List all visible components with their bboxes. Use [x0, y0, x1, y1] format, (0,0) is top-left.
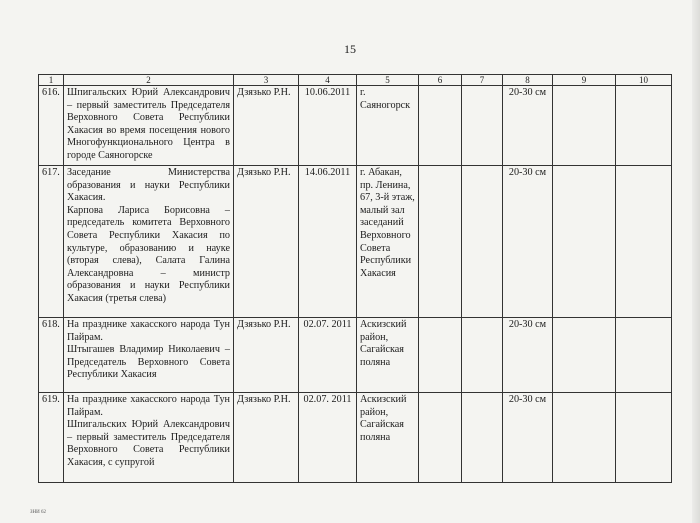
- entry-empty-cell: [616, 86, 672, 166]
- column-number-row: [39, 75, 672, 86]
- entry-date: 14.06.2011: [299, 166, 357, 318]
- entry-place: Аскизский район, Сагайская поляна: [357, 318, 419, 393]
- table-row: [39, 86, 672, 166]
- table-row: [39, 393, 672, 483]
- entry-empty-cell: [616, 166, 672, 318]
- table-row: [39, 166, 672, 318]
- entry-empty-cell: [462, 393, 503, 483]
- entry-author: Дзязько Р.Н.: [234, 166, 299, 318]
- entry-date: 02.07. 2011: [299, 318, 357, 393]
- entry-author: Дзязько Р.Н.: [234, 86, 299, 166]
- entry-description: Шпигальских Юрий Александрович – первый заместитель Председателя Верховного Совета Республики Хакасия во время посещения нового Многофункционального Центра в городе Саяногорске: [64, 86, 234, 166]
- entry-empty-cell: [462, 318, 503, 393]
- entry-size: 20-30 см: [503, 318, 553, 393]
- entry-number: 617.: [39, 166, 64, 318]
- footer-note: ЗНИ 62: [30, 510, 46, 515]
- entry-author: Дзязько Р.Н.: [234, 393, 299, 483]
- entry-empty-cell: [462, 166, 503, 318]
- entry-empty-cell: [553, 86, 616, 166]
- register-table: [38, 74, 672, 483]
- column-header: 4: [299, 75, 357, 86]
- column-header: 8: [503, 75, 553, 86]
- column-header: 2: [64, 75, 234, 86]
- column-header: 5: [357, 75, 419, 86]
- entry-empty-cell: [553, 318, 616, 393]
- entry-empty-cell: [419, 86, 462, 166]
- entry-empty-cell: [419, 166, 462, 318]
- entry-empty-cell: [419, 393, 462, 483]
- entry-empty-cell: [553, 393, 616, 483]
- entry-description: Заседание Министерства образования и науки Республики Хакасия. Карпова Лариса Борисовна – председатель комитета Верховного Совета Республики Хакасия по культуре, образованию и науке (вторая слева), Салата Галина Александровна – министр образования и науки Республики Хакасия (третья слева): [64, 166, 234, 318]
- page-number: 15: [344, 42, 356, 56]
- entry-author: Дзязько Р.Н.: [234, 318, 299, 393]
- entry-number: 619.: [39, 393, 64, 483]
- entry-description: На празднике хакасского народа Тун Пайрам. Шпигальских Юрий Александрович – первый заместитель Председателя Верховного Совета Республики Хакасия, с супругой: [64, 393, 234, 483]
- entry-size: 20-30 см: [503, 393, 553, 483]
- scan-edge-shadow: [692, 0, 700, 523]
- column-header: 9: [553, 75, 616, 86]
- entry-empty-cell: [462, 86, 503, 166]
- entry-place: г. Саяногорск: [357, 86, 419, 166]
- entry-date: 02.07. 2011: [299, 393, 357, 483]
- column-header: 7: [462, 75, 503, 86]
- column-header: 1: [39, 75, 64, 86]
- entry-description: На празднике хакасского народа Тун Пайрам. Штыгашев Владимир Николаевич – Председатель Верховного Совета Республики Хакасия: [64, 318, 234, 393]
- column-header: 10: [616, 75, 672, 86]
- entry-empty-cell: [616, 318, 672, 393]
- table-row: [39, 318, 672, 393]
- entry-size: 20-30 см: [503, 86, 553, 166]
- entry-place: г. Абакан, пр. Ленина, 67, 3-й этаж, малый зал заседаний Верховного Совета Республики Хакасия: [357, 166, 419, 318]
- entry-empty-cell: [616, 393, 672, 483]
- entry-number: 616.: [39, 86, 64, 166]
- entry-date: 10.06.2011: [299, 86, 357, 166]
- entry-number: 618.: [39, 318, 64, 393]
- entry-empty-cell: [419, 318, 462, 393]
- column-header: 3: [234, 75, 299, 86]
- entry-size: 20-30 см: [503, 166, 553, 318]
- entry-place: Аскизский район, Сагайская поляна: [357, 393, 419, 483]
- column-header: 6: [419, 75, 462, 86]
- entry-empty-cell: [553, 166, 616, 318]
